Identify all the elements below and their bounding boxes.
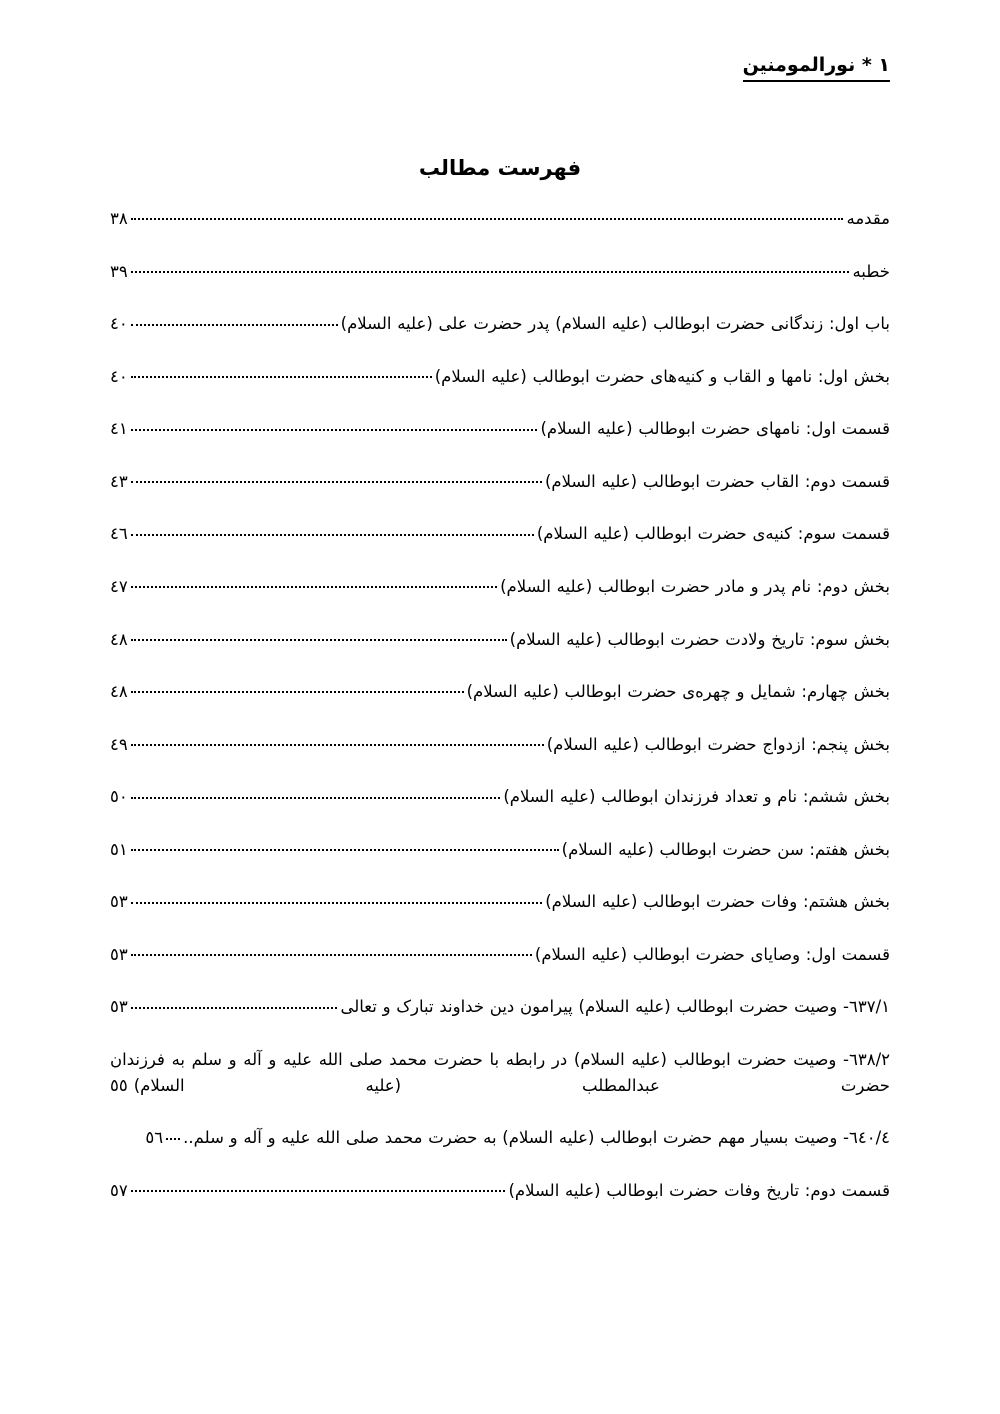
- toc-entry-title: بخش پنجم: ازدواج حضرت ابوطالب (علیه السلام): [546, 734, 890, 754]
- toc-entry-page-number: ٤٠: [110, 314, 128, 334]
- toc-entry[interactable]: [110, 364, 890, 390]
- toc-leader-dots: [131, 365, 432, 382]
- toc-leader-dots: [131, 575, 497, 592]
- toc-entry-title: خطبه: [852, 261, 890, 281]
- toc-entry-title: بخش هفتم: سن حضرت ابوطالب (علیه السلام): [561, 839, 890, 859]
- toc-entry-page-number: ٥٦: [145, 1128, 164, 1148]
- toc-entry[interactable]: [110, 574, 890, 600]
- toc-entry-page-number: ٤٩: [110, 734, 128, 754]
- toc-leader-dots: [131, 628, 507, 645]
- toc-leader-dots: [131, 838, 559, 855]
- toc-entry-page-number: ٥١: [110, 839, 128, 859]
- toc-entry-row: [110, 837, 890, 863]
- toc-entry-title: بخش اول: نامها و القاب و کنیه‌های حضرت ابوطالب (علیه السلام): [434, 366, 890, 386]
- toc-entry[interactable]: [110, 206, 890, 232]
- running-header-text: ١ * نورالمومنین: [742, 54, 890, 76]
- toc-entry-title: قسمت سوم: کنیه‌ی حضرت ابوطالب (علیه السلام): [536, 524, 890, 544]
- toc-leader-dots: [131, 681, 464, 698]
- toc-entry-row: [110, 1125, 890, 1151]
- toc-leader-dots: [131, 418, 538, 435]
- toc-leader-dots: [131, 208, 844, 225]
- toc-entry[interactable]: [110, 732, 890, 758]
- toc-entry-title: ٦٣٧/١- وصیت حضرت ابوطالب (علیه السلام) پیرامون دین خداوند تبارک و تعالی: [340, 997, 890, 1017]
- toc-entry-title: قسمت اول: نامهای حضرت ابوطالب (علیه السلام): [540, 419, 890, 439]
- toc-leader-dots: [131, 1179, 506, 1196]
- toc-leader-dots: [131, 733, 544, 750]
- toc-entry[interactable]: [110, 1047, 890, 1098]
- toc-entry-title: بخش هشتم: وفات حضرت ابوطالب (علیه السلام): [545, 892, 890, 912]
- toc-leader-dots: [131, 313, 338, 330]
- toc-entry-row: [110, 994, 890, 1020]
- toc-entry-title: قسمت دوم: تاریخ وفات حضرت ابوطالب (علیه السلام): [508, 1180, 890, 1200]
- toc-leader-dots: [131, 470, 542, 487]
- toc-entry-title: مقدمه: [846, 209, 890, 228]
- toc-entry-page-number: ٥٣: [110, 997, 128, 1017]
- toc-leader-dots: [131, 996, 338, 1013]
- toc-entry-title: قسمت اول: وصایای حضرت ابوطالب (علیه السلام): [534, 944, 890, 964]
- toc-entry-page-number: ٤٨: [110, 629, 128, 649]
- toc-entry-page-number: ٥٣: [110, 892, 128, 912]
- toc-entry-page-number: ٥٠: [110, 787, 128, 807]
- toc-entry-title: بخش سوم: تاریخ ولادت حضرت ابوطالب (علیه السلام): [509, 629, 890, 649]
- toc-entry[interactable]: [110, 889, 890, 915]
- toc-entry[interactable]: [110, 1178, 890, 1204]
- toc-entry-page-number: ۳۸: [110, 209, 128, 228]
- toc-entry-title: بخش ششم: نام و تعداد فرزندان ابوطالب (علیه السلام): [503, 787, 890, 807]
- toc-entry-row: [110, 259, 890, 285]
- toc-leader-dots: [131, 943, 532, 960]
- toc-entry-row: [110, 1178, 890, 1204]
- toc-leader-dots: [131, 786, 501, 803]
- toc-entry-row: [110, 679, 890, 705]
- toc-entry[interactable]: [110, 837, 890, 863]
- table-of-contents: [110, 206, 890, 1230]
- toc-leader-dots: [166, 1127, 180, 1144]
- toc-entry-row: [110, 784, 890, 810]
- toc-entry[interactable]: [110, 942, 890, 968]
- toc-entry-row: [110, 889, 890, 915]
- toc-entry-row: [110, 469, 890, 495]
- toc-entry-title: ٦٣٨/٢- وصیت حضرت ابوطالب (علیه السلام) در رابطه با حضرت محمد صلی الله علیه و آله و سلم به فرزندان حضرت عبدالمطلب (علیه السلام): [110, 1050, 890, 1095]
- toc-entry-title: باب اول: زندگانی حضرت ابوطالب (علیه السلام) پدر حضرت علی (علیه السلام): [340, 314, 890, 334]
- toc-entry-title: قسمت دوم: القاب حضرت ابوطالب (علیه السلام): [544, 471, 890, 491]
- toc-entry-row: [110, 311, 890, 337]
- toc-entry-page-number: ٤٦: [110, 524, 128, 544]
- toc-entry[interactable]: [110, 259, 890, 285]
- running-header: [110, 54, 890, 82]
- toc-entry-page-number: ٤٣: [110, 471, 128, 491]
- toc-entry-page-number: ۳۹: [110, 261, 128, 281]
- toc-entry-page-number: ٥٥: [110, 1075, 128, 1095]
- page-title: فهرست مطالب: [418, 156, 582, 180]
- toc-entry-title: ٦٤٠/٤- وصیت بسیار مهم حضرت ابوطالب (علیه السلام) به حضرت محمد صلی الله علیه و آله و سلم..: [183, 1128, 890, 1148]
- toc-leader-dots: [131, 523, 534, 540]
- toc-entry-row: [110, 574, 890, 600]
- toc-entry[interactable]: [110, 994, 890, 1020]
- toc-entry-row: [110, 521, 890, 547]
- toc-entry[interactable]: [110, 416, 890, 442]
- toc-entry-page-number: ٤٧: [110, 576, 128, 596]
- toc-entry-row: [110, 416, 890, 442]
- toc-entry-row: [110, 732, 890, 758]
- toc-entry-title: بخش دوم: نام پدر و مادر حضرت ابوطالب (علیه السلام): [500, 576, 890, 596]
- toc-entry[interactable]: [110, 627, 890, 653]
- toc-leader-dots: [131, 891, 543, 908]
- toc-entry-page-number: ٤٨: [110, 682, 128, 702]
- toc-entry-title: بخش چهارم: شمایل و چهره‌ی حضرت ابوطالب (علیه السلام): [466, 682, 890, 702]
- toc-entry-row: [110, 364, 890, 390]
- toc-entry-row: [110, 206, 890, 232]
- toc-leader-dots: [131, 260, 850, 277]
- toc-entry[interactable]: [110, 469, 890, 495]
- toc-entry-page-number: ٤٠: [110, 366, 128, 386]
- toc-entry[interactable]: [110, 1125, 890, 1151]
- toc-entry-page-number: ٥٧: [110, 1180, 128, 1200]
- toc-entry[interactable]: [110, 521, 890, 547]
- toc-entry[interactable]: [110, 311, 890, 337]
- toc-entry-page-number: ٥٣: [110, 944, 128, 964]
- toc-entry-row: [110, 942, 890, 968]
- running-header-underlined: [743, 54, 890, 82]
- toc-entry-row: [110, 627, 890, 653]
- toc-entry-page-number: ٤١: [110, 419, 128, 439]
- toc-entry[interactable]: [110, 679, 890, 705]
- toc-entry-row: [110, 1047, 890, 1098]
- toc-entry[interactable]: [110, 784, 890, 810]
